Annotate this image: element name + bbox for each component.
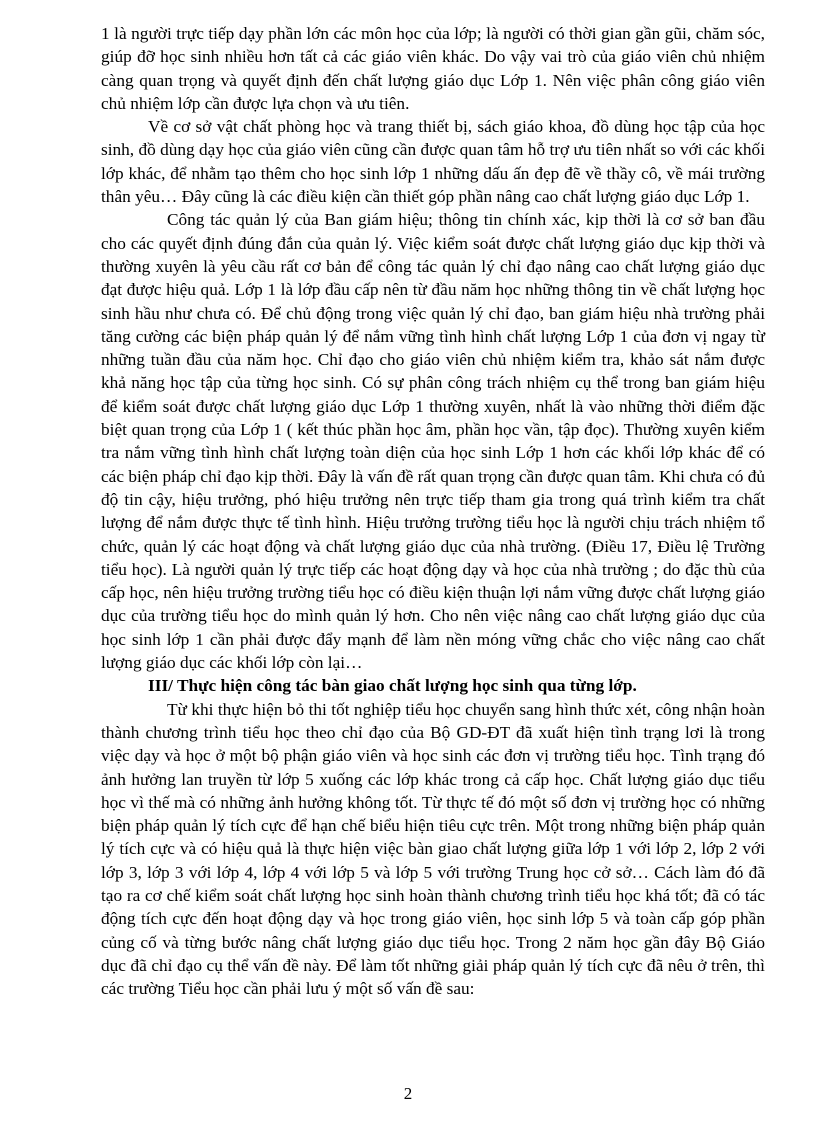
paragraph-continuation: 1 là người trực tiếp dạy phần lớn các môn học của lớp; là người có thời gian gần gũi, chăm sóc, giúp đỡ học sinh nhiều hơn tất cả các giáo viên khác. Do vậy vai trò của giáo viên chủ nhiệm càng quan trọng và quyết định đến chất lượng giáo dục Lớp 1. Nên việc phân công giáo viên chủ nhiệm lớp cần được lựa chọn và ưu tiên. [101, 24, 765, 113]
page-number: 2 [403, 1084, 413, 1103]
section-heading: III/ Thực hiện công tác bàn giao chất lượng học sinh qua từng lớp. [148, 676, 637, 696]
paragraph-management: Công tác quản lý của Ban giám hiệu; thông tin chính xác, kịp thời là cơ sở ban đầu cho các quyết định đúng đắn của quản lý. Việc kiểm soát được chất lượng giáo dục kịp thời và thường xuyên là yêu cầu rất cơ bản để công tác quản lý chỉ đạo nâng cao chất lượng giáo dục đạt được hiệu quả. Lớp 1 là lớp đầu cấp nên từ đầu năm học những thông tin về chất lượng học sinh hầu như chưa có. Để chủ động trong việc quản lý chỉ đạo, ban giám hiệu nhà trường phải tăng cường các biện pháp quản lý để nắm vững tình hình chất lượng Lớp 1 của đơn vị ngay từ những tuần đầu của năm học. Chỉ đạo cho giáo viên chủ nhiệm kiểm tra, khảo sát nắm được khả năng học tập của từng học sinh. Có sự phân công trách nhiệm cụ thể trong ban giám hiệu để kiểm soát được chất lượng giáo dục Lớp 1 thường xuyên, nhất là vào những thời điểm đặc biệt quan trọng của Lớp 1 ( kết thúc phần học âm, phần học vần, tập đọc). Thường xuyên kiểm tra nắm vững tình hình chất lượng toàn diện của học sinh Lớp 1 hơn các khối lớp khác để có các biện pháp chỉ đạo kịp thời. Đây là vấn đề rất quan trọng cần được quan tâm. Khi chưa có đủ độ tin cậy, hiệu trưởng, phó hiệu trưởng nên trực tiếp tham gia trong quá trình kiểm tra chất lượng để nắm được thực tế tình hình. Hiệu trưởng trường tiểu học là người chịu trách nhiệm tổ chức, quản lý các hoạt động và chất lượng giáo dục của nhà trường. (Điều 17, Điều lệ Trường tiểu học). Là người quản lý trực tiếp các hoạt động dạy và học của nhà trường ; do đặc thù của cấp học, nên hiệu trưởng trường tiểu học có điều kiện thuận lợi nắm vững được chất lượng giáo dục của trường tiểu học do mình quản lý hơn. Cho nên việc nâng cao chất lượng giáo dục của học sinh lớp 1 cần phải được đẩy mạnh để làm nền móng vững chắc cho việc nâng cao chất lượng giáo dục các khối lớp còn lại… [101, 210, 765, 673]
paragraph-facilities: Về cơ sở vật chất phòng học và trang thiết bị, sách giáo khoa, đồ dùng học tập của học sinh, đồ dùng dạy học của giáo viên cũng cần được quan tâm hỗ trợ ưu tiên nhất so với các khối lớp khác, để nhằm tạo thêm cho học sinh lớp 1 những dấu ấn đẹp đẽ về thầy cô, về mái trường thân yêu… Đây cũng là các điều kiện cần thiết góp phần nâng cao chất lượng giáo dục Lớp 1. [101, 117, 765, 207]
document-body [101, 22, 765, 1000]
paragraph-handover: Từ khi thực hiện bỏ thi tốt nghiệp tiểu học chuyển sang hình thức xét, công nhận hoàn thành chương trình tiểu học theo chỉ đạo của Bộ GD-ĐT đã xuất hiện tình trạng lơi là trong việc dạy và học ở một bộ phận giáo viên và học sinh các đơn vị trường tiểu học. Tình trạng đó ảnh hưởng lan truyền từ lớp 5 xuống các lớp khác trong cả cấp học. Chất lượng giáo dục tiểu học vì thế mà có những ảnh hưởng không tốt. Từ thực tế đó một số đơn vị trường học có những biện pháp quản lý tích cực để hạn chế biểu hiện tiêu cực trên. Một trong những biện pháp quản lý tích cực và có hiệu quả là thực hiện việc bàn giao chất lượng giữa lớp 1 với lớp 2, lớp 2 với lớp 3, lớp 3 với lớp 4, lớp 4 với lớp 5 và lớp 5 với trường Trung học cở sở… Cách làm đó đã tạo ra cơ chế kiểm soát chất lượng học sinh hoàn thành chương trình tiểu học khá tốt; đã có tác động tích cực đến hoạt động dạy và học trong giáo viên, học sinh lớp 5 và toàn cấp góp phần củng cố và từng bước nâng chất lượng giáo dục tiểu học. Trong 2 năm học gần đây Bộ Giáo dục đã chỉ đạo cụ thể vấn đề này. Để làm tốt những giải pháp quản lý tích cực đã nêu ở trên, thì các trường Tiểu học cần phải lưu ý một số vấn đề sau: [101, 699, 765, 999]
